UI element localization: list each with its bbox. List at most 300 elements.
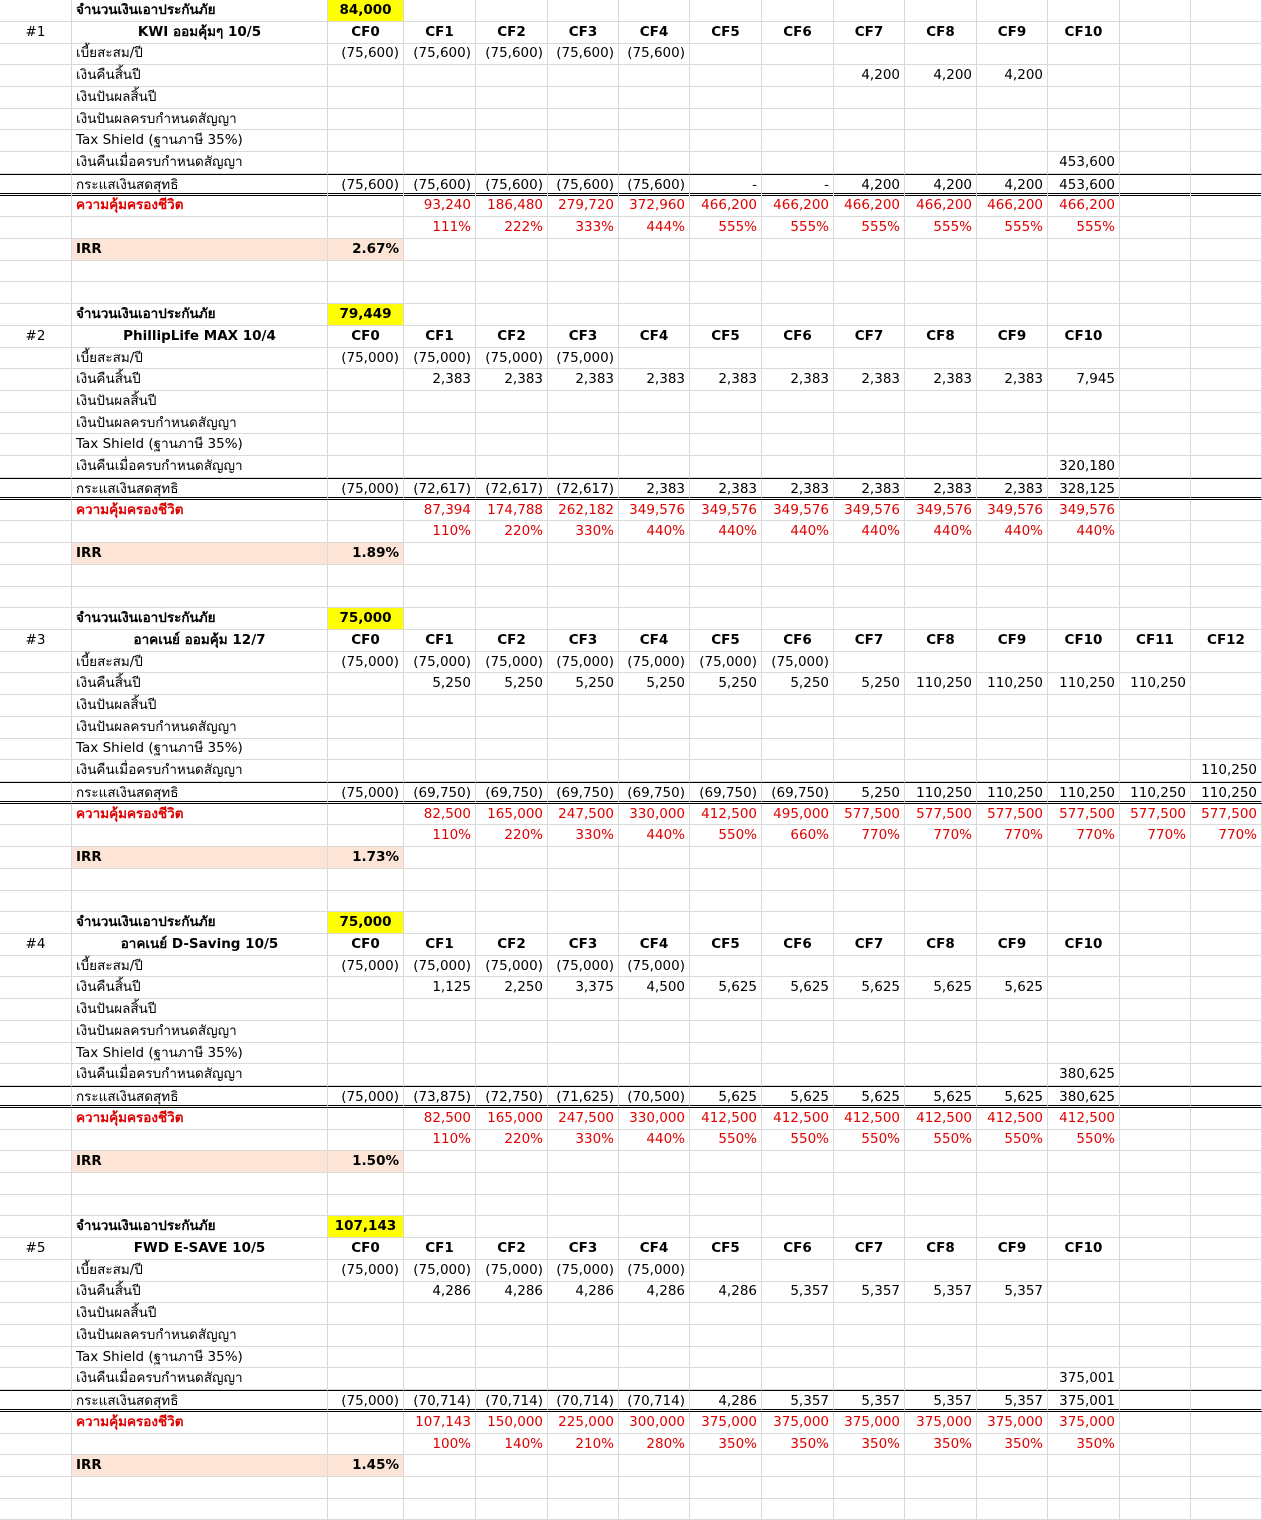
cf-header[interactable] xyxy=(619,326,690,348)
maturity-value[interactable] xyxy=(328,456,404,478)
empty-cell[interactable] xyxy=(404,304,476,326)
empty-cell[interactable] xyxy=(977,1477,1048,1499)
coverage-value[interactable] xyxy=(690,804,762,826)
maturity-value[interactable] xyxy=(619,760,690,782)
dividend-value[interactable] xyxy=(690,1303,762,1325)
net-cf-value[interactable] xyxy=(619,1086,690,1108)
cf-header[interactable] xyxy=(619,630,690,652)
tax-shield-value[interactable] xyxy=(328,738,404,760)
empty-cell[interactable] xyxy=(834,1477,905,1499)
empty-cell[interactable] xyxy=(1191,1043,1262,1065)
cf-header[interactable] xyxy=(548,630,619,652)
net-cf-value[interactable] xyxy=(690,1086,762,1108)
maturity-value[interactable] xyxy=(1048,1064,1120,1086)
empty-cell[interactable] xyxy=(762,869,834,891)
dividend-maturity-value[interactable] xyxy=(328,1325,404,1347)
net-cf-value[interactable] xyxy=(1120,782,1191,804)
empty-cell[interactable] xyxy=(0,1260,72,1282)
coverage-pct-value[interactable] xyxy=(834,217,905,239)
maturity-value[interactable] xyxy=(977,1064,1048,1086)
coverage-pct-value[interactable] xyxy=(762,521,834,543)
premium-value[interactable] xyxy=(834,652,905,674)
empty-cell[interactable] xyxy=(1120,22,1191,44)
coverage-pct-value[interactable] xyxy=(905,217,977,239)
premium-value[interactable] xyxy=(905,348,977,370)
tax-shield-value[interactable] xyxy=(834,130,905,152)
empty-cell[interactable] xyxy=(1120,1434,1191,1456)
cash-back-value[interactable] xyxy=(762,369,834,391)
irr-value[interactable] xyxy=(328,543,404,565)
coverage-pct-value[interactable] xyxy=(977,521,1048,543)
coverage-value[interactable] xyxy=(834,1412,905,1434)
empty-cell[interactable] xyxy=(0,413,72,435)
sum-insured-value[interactable] xyxy=(328,304,404,326)
cash-back-value[interactable] xyxy=(476,673,548,695)
coverage-value[interactable] xyxy=(762,1108,834,1130)
empty-cell[interactable] xyxy=(0,261,72,283)
maturity-value[interactable] xyxy=(977,760,1048,782)
maturity-value[interactable] xyxy=(977,1368,1048,1390)
empty-cell[interactable] xyxy=(1120,413,1191,435)
coverage-pct-value[interactable] xyxy=(404,1434,476,1456)
maturity-value[interactable] xyxy=(404,152,476,174)
dividend-value[interactable] xyxy=(834,695,905,717)
coverage-pct-value[interactable] xyxy=(834,825,905,847)
cf-header[interactable] xyxy=(690,22,762,44)
tax-shield-value[interactable] xyxy=(690,1347,762,1369)
coverage-value[interactable] xyxy=(548,500,619,522)
coverage-value[interactable] xyxy=(905,804,977,826)
empty-cell[interactable] xyxy=(1120,65,1191,87)
coverage-pct-value[interactable] xyxy=(328,825,404,847)
coverage-pct-value[interactable] xyxy=(905,1129,977,1151)
maturity-value[interactable] xyxy=(619,456,690,478)
maturity-value[interactable] xyxy=(905,1368,977,1390)
dividend-maturity-value[interactable] xyxy=(476,1325,548,1347)
empty-cell[interactable] xyxy=(0,608,72,630)
empty-cell[interactable] xyxy=(0,1173,72,1195)
empty-cell[interactable] xyxy=(1120,217,1191,239)
empty-cell[interactable] xyxy=(1191,1303,1262,1325)
empty-cell[interactable] xyxy=(834,1216,905,1238)
empty-cell[interactable] xyxy=(0,1108,72,1130)
empty-cell[interactable] xyxy=(905,1151,977,1173)
coverage-value[interactable] xyxy=(476,1108,548,1130)
tax-shield-value[interactable] xyxy=(328,1347,404,1369)
empty-cell[interactable] xyxy=(1191,369,1262,391)
cf-header[interactable] xyxy=(905,934,977,956)
coverage-value[interactable] xyxy=(905,500,977,522)
net-cf-value[interactable] xyxy=(690,782,762,804)
tax-shield-value[interactable] xyxy=(762,130,834,152)
coverage-pct-value[interactable] xyxy=(905,1434,977,1456)
premium-label[interactable] xyxy=(72,1260,328,1282)
premium-value[interactable] xyxy=(690,43,762,65)
empty-cell[interactable] xyxy=(1191,22,1262,44)
maturity-value[interactable] xyxy=(328,1368,404,1390)
maturity-value[interactable] xyxy=(834,1064,905,1086)
empty-cell[interactable] xyxy=(905,1477,977,1499)
empty-cell[interactable] xyxy=(0,130,72,152)
empty-cell[interactable] xyxy=(328,586,404,608)
coverage-pct-value[interactable] xyxy=(619,825,690,847)
coverage-value[interactable] xyxy=(762,195,834,217)
empty-cell[interactable] xyxy=(1120,282,1191,304)
maturity-value[interactable] xyxy=(1048,456,1120,478)
empty-cell[interactable] xyxy=(404,869,476,891)
maturity-value[interactable] xyxy=(905,152,977,174)
coverage-pct-value[interactable] xyxy=(404,825,476,847)
empty-cell[interactable] xyxy=(834,261,905,283)
dividend-maturity-value[interactable] xyxy=(328,1021,404,1043)
maturity-value[interactable] xyxy=(834,456,905,478)
tax-shield-value[interactable] xyxy=(905,738,977,760)
maturity-value[interactable] xyxy=(762,1064,834,1086)
cash-back-value[interactable] xyxy=(905,369,977,391)
empty-cell[interactable] xyxy=(762,891,834,913)
empty-cell[interactable] xyxy=(548,586,619,608)
premium-value[interactable] xyxy=(690,652,762,674)
premium-label[interactable] xyxy=(72,348,328,370)
empty-cell[interactable] xyxy=(977,239,1048,261)
empty-cell[interactable] xyxy=(619,1151,690,1173)
premium-label[interactable] xyxy=(72,652,328,674)
empty-cell[interactable] xyxy=(476,608,548,630)
tax-shield-value[interactable] xyxy=(690,434,762,456)
empty-cell[interactable] xyxy=(1120,348,1191,370)
empty-cell[interactable] xyxy=(1191,586,1262,608)
empty-cell[interactable] xyxy=(1191,0,1262,22)
net-cf-value[interactable] xyxy=(1048,1086,1120,1108)
net-cf-value[interactable] xyxy=(905,478,977,500)
tax-shield-value[interactable] xyxy=(762,434,834,456)
empty-cell[interactable] xyxy=(548,912,619,934)
tax-shield-value[interactable] xyxy=(834,1043,905,1065)
empty-cell[interactable] xyxy=(548,543,619,565)
tax-shield-label[interactable] xyxy=(72,434,328,456)
premium-value[interactable] xyxy=(548,1260,619,1282)
dividend-value[interactable] xyxy=(977,695,1048,717)
cash-back-value[interactable] xyxy=(476,977,548,999)
dividend-value[interactable] xyxy=(476,999,548,1021)
coverage-value[interactable] xyxy=(328,804,404,826)
cash-back-value[interactable] xyxy=(690,673,762,695)
net-cf-value[interactable] xyxy=(1191,782,1262,804)
empty-cell[interactable] xyxy=(905,1216,977,1238)
net-cf-value[interactable] xyxy=(834,174,905,196)
maturity-value[interactable] xyxy=(1191,760,1262,782)
maturity-value[interactable] xyxy=(977,152,1048,174)
empty-cell[interactable] xyxy=(1191,282,1262,304)
cf-header[interactable] xyxy=(762,1238,834,1260)
tax-shield-value[interactable] xyxy=(548,738,619,760)
empty-cell[interactable] xyxy=(1191,1216,1262,1238)
premium-value[interactable] xyxy=(476,956,548,978)
maturity-value[interactable] xyxy=(690,456,762,478)
cf-header[interactable] xyxy=(762,326,834,348)
coverage-label[interactable] xyxy=(72,1108,328,1130)
empty-cell[interactable] xyxy=(476,1477,548,1499)
empty-cell[interactable] xyxy=(0,1390,72,1412)
empty-cell[interactable] xyxy=(1048,1195,1120,1217)
cash-back-value[interactable] xyxy=(762,1281,834,1303)
empty-cell[interactable] xyxy=(690,891,762,913)
cash-back-value[interactable] xyxy=(690,65,762,87)
coverage-pct-value[interactable] xyxy=(762,217,834,239)
empty-cell[interactable] xyxy=(690,239,762,261)
tax-shield-value[interactable] xyxy=(404,130,476,152)
empty-cell[interactable] xyxy=(1048,1173,1120,1195)
cash-back-value[interactable] xyxy=(977,673,1048,695)
empty-cell[interactable] xyxy=(1191,999,1262,1021)
empty-cell[interactable] xyxy=(905,869,977,891)
coverage-value[interactable] xyxy=(834,804,905,826)
empty-cell[interactable] xyxy=(404,1173,476,1195)
empty-cell[interactable] xyxy=(905,565,977,587)
empty-cell[interactable] xyxy=(404,586,476,608)
coverage-label[interactable] xyxy=(72,804,328,826)
empty-cell[interactable] xyxy=(404,1195,476,1217)
empty-cell[interactable] xyxy=(404,543,476,565)
maturity-value[interactable] xyxy=(690,1064,762,1086)
coverage-value[interactable] xyxy=(328,500,404,522)
empty-cell[interactable] xyxy=(476,0,548,22)
empty-cell[interactable] xyxy=(404,565,476,587)
coverage-value[interactable] xyxy=(548,1108,619,1130)
premium-value[interactable] xyxy=(690,348,762,370)
coverage-pct-value[interactable] xyxy=(690,1434,762,1456)
empty-cell[interactable] xyxy=(977,586,1048,608)
dividend-value[interactable] xyxy=(1048,999,1120,1021)
net-cf-value[interactable] xyxy=(404,782,476,804)
net-cf-value[interactable] xyxy=(328,782,404,804)
net-cf-value[interactable] xyxy=(1048,1390,1120,1412)
empty-cell[interactable] xyxy=(905,847,977,869)
coverage-pct-value[interactable] xyxy=(404,217,476,239)
net-cf-value[interactable] xyxy=(548,1086,619,1108)
dividend-value[interactable] xyxy=(404,999,476,1021)
empty-cell[interactable] xyxy=(905,1195,977,1217)
dividend-value[interactable] xyxy=(404,87,476,109)
cf-header[interactable] xyxy=(834,934,905,956)
dividend-value[interactable] xyxy=(834,87,905,109)
tax-shield-value[interactable] xyxy=(619,130,690,152)
premium-value[interactable] xyxy=(404,348,476,370)
premium-value[interactable] xyxy=(977,348,1048,370)
maturity-value[interactable] xyxy=(834,760,905,782)
empty-cell[interactable] xyxy=(404,1151,476,1173)
plan-name[interactable] xyxy=(72,326,328,348)
empty-cell[interactable] xyxy=(1191,608,1262,630)
premium-value[interactable] xyxy=(1048,1260,1120,1282)
empty-cell[interactable] xyxy=(1048,847,1120,869)
cash-back-value[interactable] xyxy=(834,977,905,999)
cash-back-value[interactable] xyxy=(977,369,1048,391)
empty-cell[interactable] xyxy=(1120,195,1191,217)
maturity-value[interactable] xyxy=(328,152,404,174)
premium-value[interactable] xyxy=(548,652,619,674)
empty-cell[interactable] xyxy=(834,1195,905,1217)
maturity-value[interactable] xyxy=(476,152,548,174)
empty-cell[interactable] xyxy=(548,565,619,587)
empty-cell[interactable] xyxy=(690,586,762,608)
dividend-value[interactable] xyxy=(977,1303,1048,1325)
empty-cell[interactable] xyxy=(0,456,72,478)
cf-header[interactable] xyxy=(905,22,977,44)
dividend-maturity-value[interactable] xyxy=(977,717,1048,739)
empty-cell[interactable] xyxy=(72,825,328,847)
dividend-value[interactable] xyxy=(905,87,977,109)
tax-shield-value[interactable] xyxy=(977,1043,1048,1065)
cash-back-value[interactable] xyxy=(977,1281,1048,1303)
coverage-pct-value[interactable] xyxy=(548,1434,619,1456)
irr-value[interactable] xyxy=(328,239,404,261)
coverage-pct-value[interactable] xyxy=(690,825,762,847)
empty-cell[interactable] xyxy=(1191,1434,1262,1456)
empty-cell[interactable] xyxy=(1191,977,1262,999)
empty-cell[interactable] xyxy=(834,1173,905,1195)
coverage-value[interactable] xyxy=(328,1108,404,1130)
empty-cell[interactable] xyxy=(1191,326,1262,348)
empty-cell[interactable] xyxy=(476,891,548,913)
coverage-value[interactable] xyxy=(762,500,834,522)
empty-cell[interactable] xyxy=(762,282,834,304)
dividend-maturity-value[interactable] xyxy=(619,109,690,131)
premium-value[interactable] xyxy=(762,348,834,370)
cash-back-value[interactable] xyxy=(328,65,404,87)
empty-cell[interactable] xyxy=(476,1216,548,1238)
coverage-value[interactable] xyxy=(619,500,690,522)
empty-cell[interactable] xyxy=(762,1477,834,1499)
dividend-value[interactable] xyxy=(1048,87,1120,109)
tax-shield-value[interactable] xyxy=(476,1043,548,1065)
empty-cell[interactable] xyxy=(1191,500,1262,522)
empty-cell[interactable] xyxy=(834,565,905,587)
tax-shield-value[interactable] xyxy=(905,130,977,152)
net-cf-value[interactable] xyxy=(905,174,977,196)
coverage-pct-value[interactable] xyxy=(905,521,977,543)
premium-value[interactable] xyxy=(977,43,1048,65)
maturity-value[interactable] xyxy=(619,1064,690,1086)
empty-cell[interactable] xyxy=(1120,1086,1191,1108)
empty-cell[interactable] xyxy=(72,217,328,239)
empty-cell[interactable] xyxy=(619,1173,690,1195)
empty-cell[interactable] xyxy=(0,391,72,413)
empty-cell[interactable] xyxy=(0,1368,72,1390)
empty-cell[interactable] xyxy=(1191,1477,1262,1499)
coverage-pct-value[interactable] xyxy=(690,1129,762,1151)
coverage-pct-value[interactable] xyxy=(977,1129,1048,1151)
premium-value[interactable] xyxy=(1048,43,1120,65)
tax-shield-value[interactable] xyxy=(328,130,404,152)
coverage-value[interactable] xyxy=(834,1108,905,1130)
coverage-pct-value[interactable] xyxy=(834,1129,905,1151)
dividend-maturity-value[interactable] xyxy=(548,1021,619,1043)
premium-value[interactable] xyxy=(619,43,690,65)
dividend-maturity-value[interactable] xyxy=(476,413,548,435)
maturity-value[interactable] xyxy=(762,1368,834,1390)
net-cf-value[interactable] xyxy=(328,1086,404,1108)
coverage-value[interactable] xyxy=(548,804,619,826)
empty-cell[interactable] xyxy=(1120,1129,1191,1151)
empty-cell[interactable] xyxy=(762,1195,834,1217)
empty-cell[interactable] xyxy=(476,282,548,304)
empty-cell[interactable] xyxy=(1120,977,1191,999)
dividend-maturity-value[interactable] xyxy=(977,1325,1048,1347)
coverage-pct-value[interactable] xyxy=(548,521,619,543)
empty-cell[interactable] xyxy=(1120,1281,1191,1303)
cf-header[interactable] xyxy=(619,934,690,956)
coverage-pct-value[interactable] xyxy=(619,521,690,543)
coverage-value[interactable] xyxy=(476,195,548,217)
empty-cell[interactable] xyxy=(1120,1064,1191,1086)
coverage-pct-value[interactable] xyxy=(834,521,905,543)
dividend-value[interactable] xyxy=(834,999,905,1021)
empty-cell[interactable] xyxy=(619,586,690,608)
cf-header[interactable] xyxy=(476,22,548,44)
empty-cell[interactable] xyxy=(834,1499,905,1520)
net-cf-value[interactable] xyxy=(977,1086,1048,1108)
cf-header[interactable] xyxy=(328,934,404,956)
cash-back-value[interactable] xyxy=(1120,673,1191,695)
empty-cell[interactable] xyxy=(977,0,1048,22)
empty-cell[interactable] xyxy=(1191,195,1262,217)
empty-cell[interactable] xyxy=(548,1195,619,1217)
empty-cell[interactable] xyxy=(690,304,762,326)
coverage-value[interactable] xyxy=(762,1412,834,1434)
coverage-value[interactable] xyxy=(905,195,977,217)
empty-cell[interactable] xyxy=(548,0,619,22)
empty-cell[interactable] xyxy=(0,999,72,1021)
empty-cell[interactable] xyxy=(548,304,619,326)
empty-cell[interactable] xyxy=(619,1216,690,1238)
empty-cell[interactable] xyxy=(977,1499,1048,1520)
empty-cell[interactable] xyxy=(762,543,834,565)
cf-header[interactable] xyxy=(690,1238,762,1260)
empty-cell[interactable] xyxy=(0,1455,72,1477)
coverage-pct-value[interactable] xyxy=(619,1434,690,1456)
coverage-pct-value[interactable] xyxy=(977,217,1048,239)
cash-back-value[interactable] xyxy=(404,1281,476,1303)
empty-cell[interactable] xyxy=(690,0,762,22)
dividend-label[interactable] xyxy=(72,999,328,1021)
coverage-value[interactable] xyxy=(1048,804,1120,826)
empty-cell[interactable] xyxy=(476,239,548,261)
coverage-pct-value[interactable] xyxy=(905,825,977,847)
cash-back-value[interactable] xyxy=(548,977,619,999)
dividend-maturity-value[interactable] xyxy=(834,1325,905,1347)
premium-value[interactable] xyxy=(619,1260,690,1282)
coverage-pct-value[interactable] xyxy=(690,521,762,543)
coverage-value[interactable] xyxy=(1048,500,1120,522)
dividend-maturity-value[interactable] xyxy=(619,717,690,739)
dividend-value[interactable] xyxy=(476,695,548,717)
empty-cell[interactable] xyxy=(1120,478,1191,500)
dividend-maturity-value[interactable] xyxy=(1048,717,1120,739)
cf-header[interactable] xyxy=(1048,934,1120,956)
cash-back-label[interactable] xyxy=(72,673,328,695)
dividend-maturity-value[interactable] xyxy=(690,1021,762,1043)
coverage-value[interactable] xyxy=(1048,195,1120,217)
empty-cell[interactable] xyxy=(476,1499,548,1520)
net-cf-value[interactable] xyxy=(1048,174,1120,196)
dividend-maturity-value[interactable] xyxy=(762,109,834,131)
empty-cell[interactable] xyxy=(0,760,72,782)
coverage-label[interactable] xyxy=(72,1412,328,1434)
empty-cell[interactable] xyxy=(476,586,548,608)
dividend-maturity-value[interactable] xyxy=(328,717,404,739)
dividend-maturity-label[interactable] xyxy=(72,413,328,435)
